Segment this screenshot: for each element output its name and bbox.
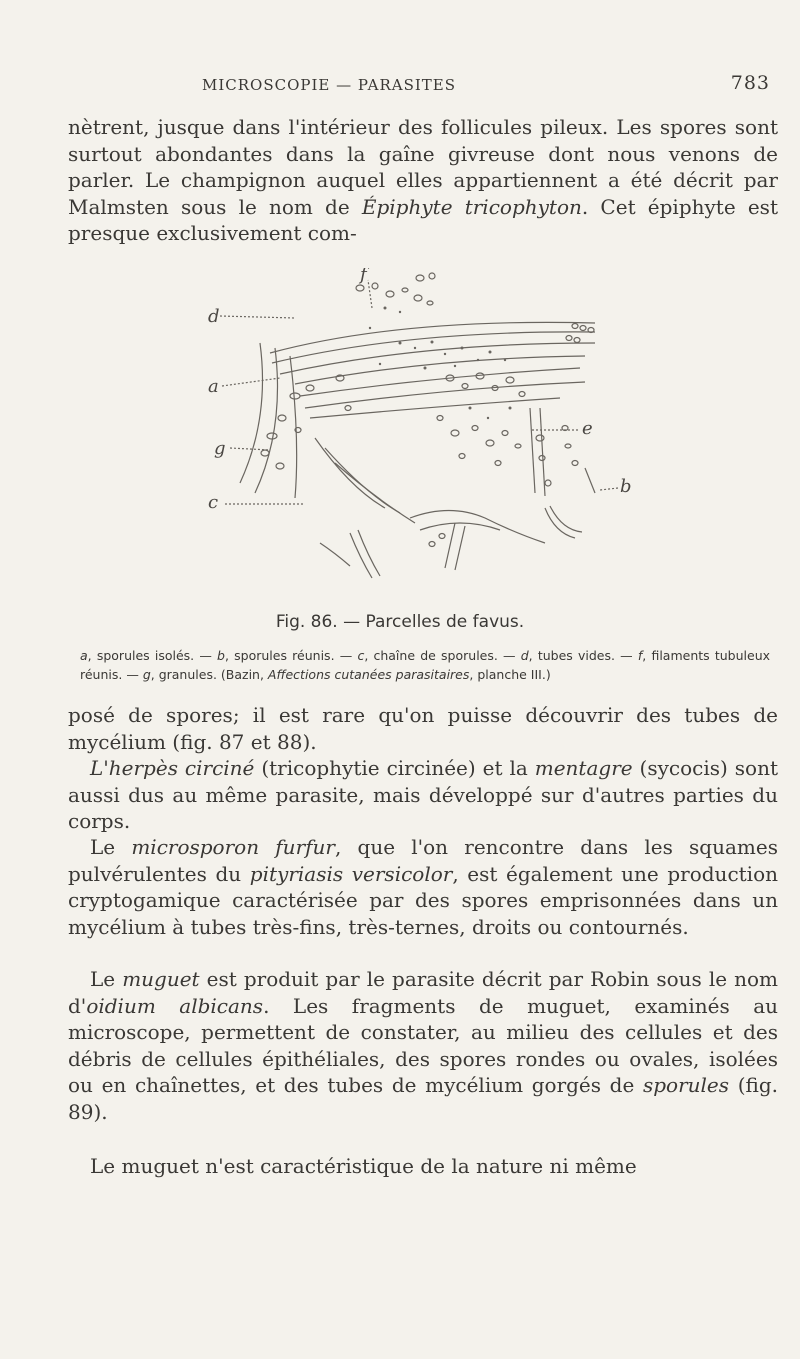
running-title: MICROSCOPIE — PARASITES: [202, 76, 457, 94]
text-run: Le muguet n'est caractéristique de la nature ni même: [90, 1154, 637, 1178]
italic-run: b: [217, 648, 225, 663]
figure-letter-e: e: [582, 418, 593, 439]
italic-run: Épiphyte tricophyton: [361, 194, 582, 219]
text-run: (sycocis) sont aussi dus au même parasite, mais développé sur d'autres parties du corps.: [68, 756, 778, 833]
paragraph-trichophyton: [68, 114, 778, 247]
figure-letter-a: a: [208, 376, 219, 397]
italic-run: sporules: [642, 1073, 730, 1097]
text-run: , que l'on rencontre dans les squames pulvérulentes du: [68, 835, 778, 886]
text-run: posé de spores; il est rare qu'on puisse découvrir des tubes de mycélium (fig. 87 et 88).: [68, 703, 778, 754]
text-run: est produit par le parasite décrit par Robin sous le nom d': [68, 967, 778, 1018]
italic-run: f: [637, 648, 643, 663]
favus-drawing: [200, 268, 670, 598]
paragraph-muguet: [68, 966, 778, 1125]
italic-run: Affections cutanées parasitaires: [267, 667, 470, 682]
text-run: Le: [90, 835, 132, 859]
figure-letter-d: d: [208, 306, 220, 327]
italic-run: oidium albicans: [86, 993, 264, 1018]
text-run: , sporules réunis. —: [224, 648, 358, 663]
text-run: , granules. (Bazin,: [150, 667, 268, 682]
paragraph-herpes-circine: [68, 755, 778, 835]
text-run: (fig. 89).: [68, 1073, 778, 1124]
text-run: nètrent, jusque dans l'intérieur des follicules pileux. Les spores sont surtout abondantes dans la gaîne givreuse dont nous venons de parler. Le champignon auquel elles appartiennent a été décrit par Malmsten sous le nom de: [68, 115, 778, 219]
text-run: (tricophytie circinée) et la: [254, 756, 535, 780]
italic-run: g: [142, 667, 151, 682]
figure-letter-c: c: [208, 492, 219, 513]
italic-run: microsporon furfur: [131, 835, 335, 859]
text-run: , est également une production cryptogamique caractérisée par des spores emprisonnées dans un mycélium à tubes très-fins, très-ternes, droits ou contournés.: [68, 861, 778, 939]
page-number: 783: [730, 72, 770, 94]
italic-run: a: [80, 648, 88, 663]
paragraph-composition: [68, 702, 778, 755]
figure-favus-illustration: [200, 268, 670, 598]
italic-run: L': [90, 756, 109, 780]
figure-caption: Fig. 86. — Parcelles de favus.: [275, 612, 525, 632]
italic-run: c: [357, 648, 365, 663]
italic-run: mentagre: [534, 756, 633, 780]
page-header: [150, 70, 770, 102]
text-run: , planche III.): [469, 667, 551, 682]
figure-letter-g: g: [214, 438, 226, 459]
text-run: Le: [90, 967, 123, 991]
italic-run: d: [520, 648, 529, 663]
italic-run: herpès circiné: [108, 756, 255, 780]
figure-letter-b: b: [620, 476, 632, 497]
italic-run: muguet: [122, 967, 200, 991]
figure-letter-f: f: [360, 268, 367, 285]
paragraph-microsporon: [68, 834, 778, 940]
text-run: . Cet épiphyte est presque exclusivement com-: [68, 194, 778, 245]
text-run: , filaments tubuleux réunis. —: [80, 648, 771, 682]
text-run: . Les fragments de muguet, examinés au microscope, permettent de constater, au milieu des cellules et des débris de cellules épithéliales, des spores rondes ou ovales, isolées ou en chaînettes, et des tubes de mycélium gorgés de: [68, 993, 778, 1097]
italic-run: pityriasis versicolor: [249, 861, 453, 886]
figure-legend: [80, 646, 770, 684]
text-run: , chaîne de sporules. —: [364, 648, 521, 663]
paragraph-muguet-nature: [68, 1153, 778, 1180]
text-run: , tubes vides. —: [528, 648, 638, 663]
text-run: , sporules isolés. —: [87, 648, 218, 663]
